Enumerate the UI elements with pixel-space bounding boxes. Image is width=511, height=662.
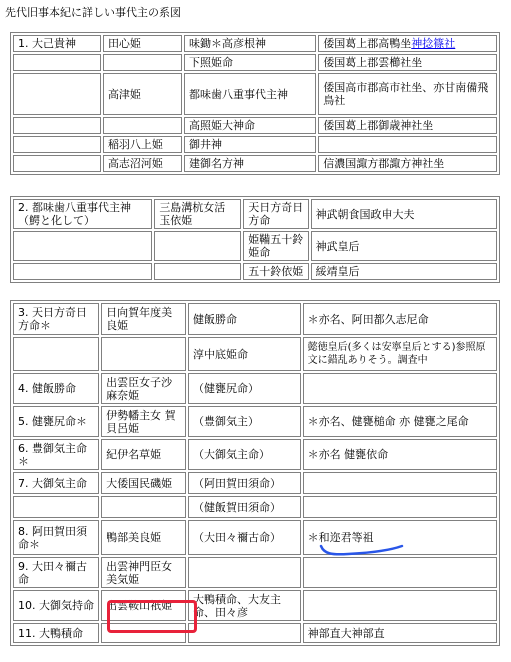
table-cell [13,117,101,134]
table-row [13,520,497,555]
table-cell: 稲羽八上姫 [103,136,182,153]
table-cell [101,337,186,371]
table-cell: 味鋤＊高彦根神 [184,35,316,52]
table-cell: ＊亦名、健甕槌命 亦 健甕之尾命 [303,406,497,437]
table-cell: 田心姫 [103,35,182,52]
table-cell [303,496,497,518]
table-cell: 大倭国民磯姫 [101,472,186,494]
genealogy-table-2 [10,196,500,283]
shrine-link[interactable]: 神捻篠社 [411,37,456,50]
table-cell: 都味歯八重事代主神 [184,73,316,115]
table-cell: 下照姫命 [184,54,316,71]
table-row [13,303,497,335]
table-cell: （健飯賀田須命） [188,496,301,518]
genealogy-table-3 [10,300,500,646]
table-row [13,54,497,71]
table-cell: 11. 大鴨積命 [13,623,99,643]
table-cell: 五十鈴依姫 [243,263,308,280]
table-cell: 神武皇后 [311,231,497,261]
table-cell [13,155,101,172]
table-cell [13,263,152,280]
table-cell: 三島溝杭女活玉依姫 [154,199,241,229]
table-cell [13,73,101,115]
table-cell: （阿田賀田須命） [188,472,301,494]
table-cell [188,557,301,588]
table-cell: 信濃国諏方郡諏方神社坐 [318,155,497,172]
table-cell: 出雲鞍山祇姫 [101,590,186,621]
table-cell [13,136,101,153]
table-cell: 姫鞴五十鈴姫命 [243,231,308,261]
table-cell: 2. 都味歯八重事代主神（鰐と化して） [13,199,152,229]
table-cell: （大田々禰古命） [188,520,301,555]
table-row [13,199,497,229]
table-cell: 御井神 [184,136,316,153]
table-row [13,623,497,643]
table-cell [303,472,497,494]
table-row [13,472,497,494]
table-row [13,337,497,371]
table-row [13,263,497,280]
table-cell: ＊亦名、阿田都久志尼命 [303,303,497,335]
table-cell: 1. 大己貴神 [13,35,101,52]
red-highlight-box [107,600,197,633]
table-cell: 7. 大御気主命 [13,472,99,494]
table-row [13,496,497,518]
table-cell: 建御名方神 [184,155,316,172]
table-cell [303,590,497,621]
table-cell [13,231,152,261]
table-cell: 神部直大神部直 [303,623,497,643]
table-cell: 伊勢幡主女 賀貝呂姫 [101,406,186,437]
table-row [13,136,497,153]
table-cell: 出雲神門臣女美気姫 [101,557,186,588]
blue-underline-mark [318,540,408,560]
table-row [13,406,497,437]
table-cell: 高照姫大神命 [184,117,316,134]
table-row [13,373,497,404]
table-cell: 10. 大御気持命 [13,590,99,621]
table-cell: 5. 健甕尻命＊ [13,406,99,437]
table-row [13,439,497,470]
table-cell: 4. 健飯勝命 [13,373,99,404]
table-cell: 倭国高市郡高市社坐、亦甘南備飛鳥社 [318,73,497,115]
table-cell [13,496,99,518]
table-cell: （健甕尻命） [188,373,301,404]
table-row [13,35,497,52]
table-cell [318,136,497,153]
table-cell [13,337,99,371]
table-cell: 倭国葛上郡雲櫛社坐 [318,54,497,71]
table-cell: ＊和迩君等祖 [303,520,497,555]
table-row [13,557,497,588]
table-cell [154,231,241,261]
table-row [13,155,497,172]
table-cell [154,263,241,280]
table-cell: ＊亦名 健甕依命 [303,439,497,470]
table-cell: 綏靖皇后 [311,263,497,280]
table-cell: 淳中底姫命 [188,337,301,371]
location-text: 倭国葛上郡高鴨坐 [323,37,412,50]
table-row [13,117,497,134]
table-cell: 鴨部美良姫 [101,520,186,555]
table-cell: 神武朝食国政申大夫 [311,199,497,229]
table-cell: 倭国葛上郡御歳神社坐 [318,117,497,134]
table-cell [188,623,301,643]
table-cell: 出雲臣女子沙麻奈姫 [101,373,186,404]
table-cell [103,54,182,71]
table-cell: （豊御気主） [188,406,301,437]
table-cell: 9. 大田々禰古命 [13,557,99,588]
table-cell [103,117,182,134]
table-row [13,73,497,115]
genealogy-table-1 [10,32,500,175]
table-cell [13,54,101,71]
table-cell: （大御気主命） [188,439,301,470]
table-cell: 大鴨積命、大友主命、田々彦 [188,590,301,621]
table-cell: 高津姫 [103,73,182,115]
table-cell [318,35,497,52]
table-cell: 日向賀年度美良姫 [101,303,186,335]
table-cell: 6. 豊御気主命＊ [13,439,99,470]
table-cell: 健飯勝命 [188,303,301,335]
page-title: 先代旧事本紀に詳しい事代主の系図 [5,6,181,19]
table-cell: 高志沼河姫 [103,155,182,172]
table-cell [303,557,497,588]
table-cell: 天日方奇日方命 [243,199,308,229]
table-cell: 紀伊名草姫 [101,439,186,470]
table-cell: 懿徳皇后(多くは安寧皇后とする)参照原文に錯乱ありそう。調査中 [303,337,497,371]
table-cell [303,373,497,404]
table-cell: 8. 阿田賀田須命＊ [13,520,99,555]
table-row [13,231,497,261]
table-row [13,590,497,621]
table-cell: 3. 天日方奇日方命＊ [13,303,99,335]
table-cell [101,496,186,518]
